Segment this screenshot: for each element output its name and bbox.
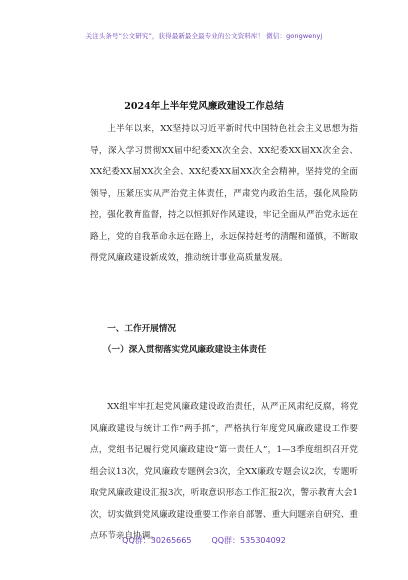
body-paragraph: XX组牢牢扛起党风廉政建设政治责任，从严正风肃纪反腐，将党风廉政建设与统计工作“两手抓”，严格执行年度党风廉政建设工作要点，党组书记履行党风廉政建设“第一责任人”，1—3季度组织召开党组会议13次，党风廉政专题例会3次，全XX廉政专题会议2次，专题听取党风廉政建设汇报3次，听取意识形态工作汇报2次，警示教育大会1次，切实做到党风廉政建设重要工作亲自部署、重大问题亲自研究、重点环节亲自协调。 (90, 402, 358, 541)
footer-qq-groups (0, 535, 408, 546)
header-note: 关注头条号“公文研究”，获得最新最全最专业的公文资料库！ 微信：gongwenyj (85, 32, 323, 40)
footer-qq-group-1: QQ群：30265665 (122, 536, 192, 545)
footer-qq-group-2: QQ群：535304092 (211, 536, 286, 545)
document-title: 2024年上半年党风廉政建设工作总结 (124, 101, 284, 112)
intro-paragraph: 上半年以来，XX坚持以习近平新时代中国特色社会主义思想为指导，深入学习贯彻XX届中纪委XX次全会、XX纪委XX届XX次全会、XX纪委XX届XX次全会、XX纪委XX届XX次全会精神，坚持党的全面领导，压紧压实从严治党主体责任，严肃党内政治生活，强化风险防控，强化教育监督，持之以恒抓好作风建设，牢记全面从严治党永远在路上，党的自我革命永远在路上，永远保持赶考的清醒和谨慎，不断取得党风廉政建设新成效，推动统计事业高质量发展。 (90, 124, 358, 263)
subsection-heading (90, 340, 358, 362)
subsection-heading-text: （一）深入贯彻落实党风廉政建设主体责任 (102, 345, 267, 355)
section-heading: 一、工作开展情况 (107, 324, 176, 334)
